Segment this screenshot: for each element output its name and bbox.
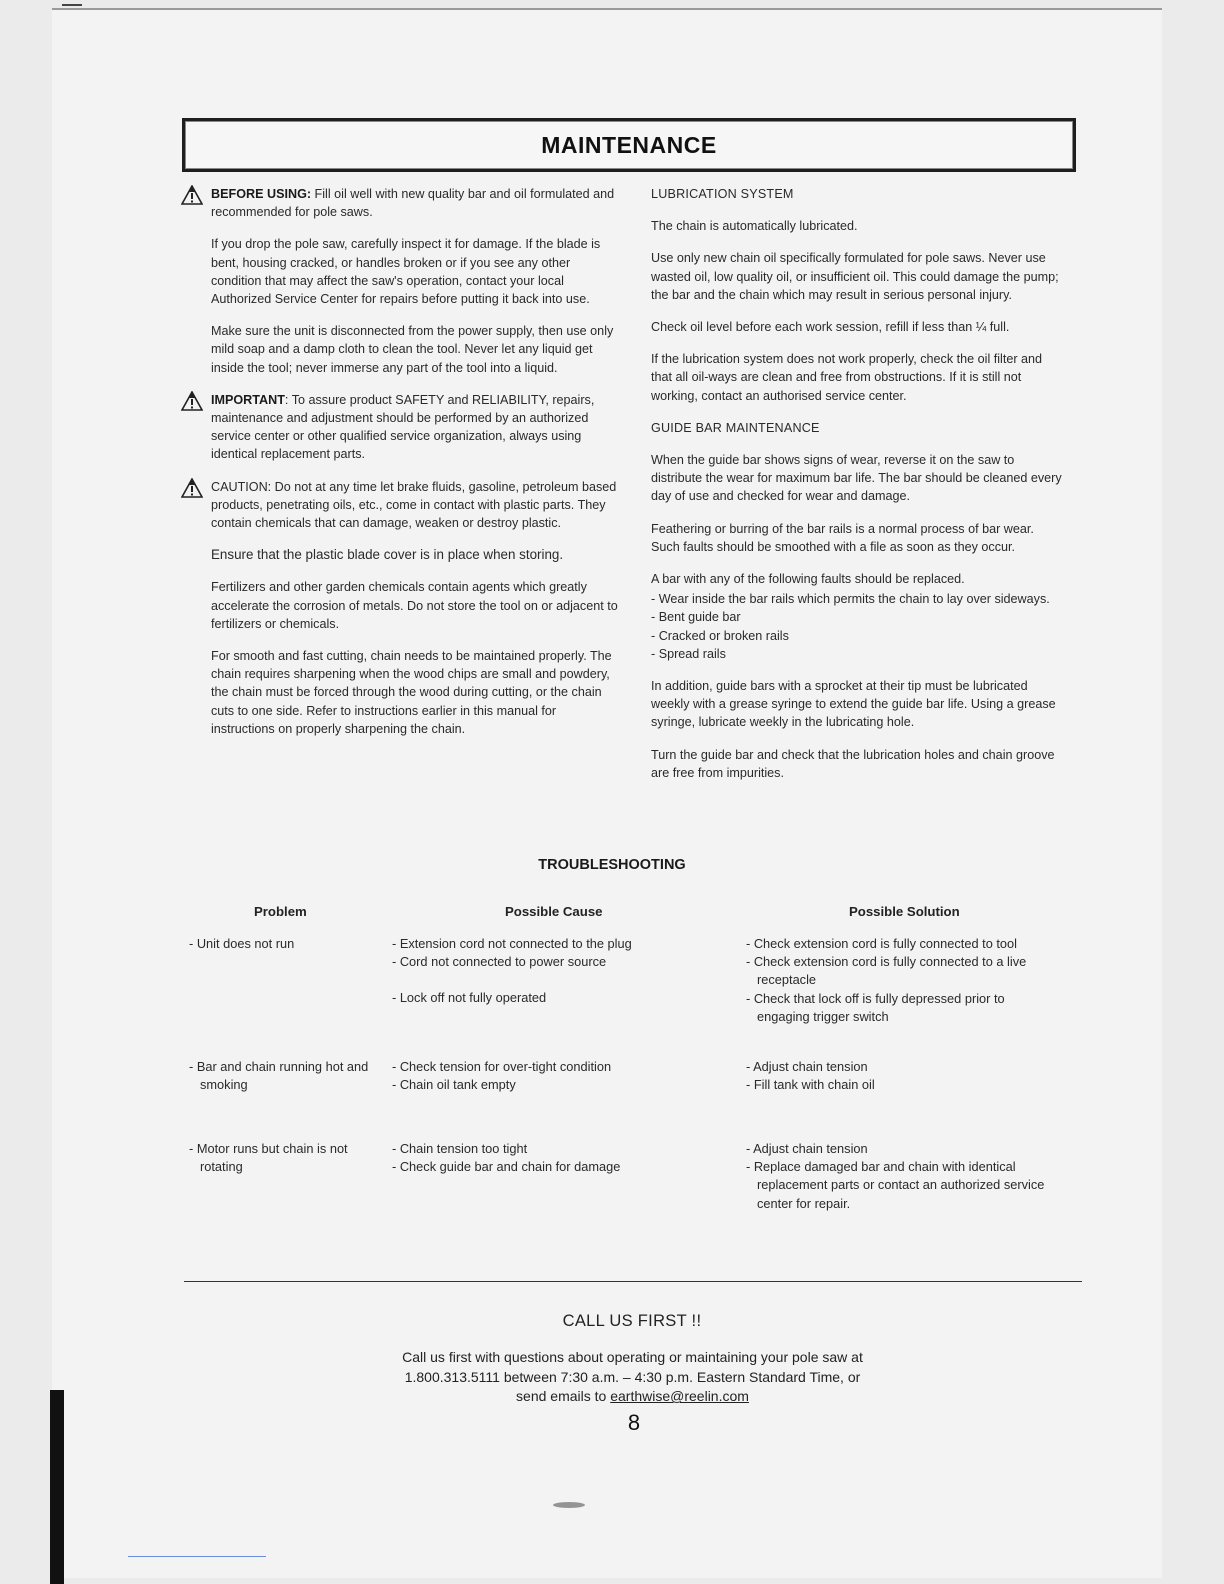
before-using-label: BEFORE USING: — [211, 187, 312, 201]
solution-cell: - Check extension cord is fully connected to tool - Check extension cord is fully connected to a live receptacle - Check that lock off is fully depressed prior to engaging trigger switch — [746, 936, 1027, 1024]
list-item: - Bent guide bar — [651, 610, 741, 625]
oil-level-paragraph: Check oil level before each work session, refill if less than ¼ full. — [651, 320, 1010, 335]
call-us-title: CALL US FIRST !! — [562, 1312, 702, 1330]
solution-header: Possible Solution — [849, 904, 960, 919]
list-item: - Wear inside the bar rails which permits the chain to lay over sideways. — [651, 592, 1050, 607]
caution-text: CAUTION: Do not at any time let brake fluids, gasoline, petroleum based products, penetrating oils, etc., come in contact with plastic parts. They contain chemicals that can damage, weaken or destroy plastic. — [211, 479, 617, 531]
replace-intro: A bar with any of the following faults should be replaced. — [651, 572, 965, 587]
drop-paragraph: If you drop the pole saw, carefully inspect it for damage. If the blade is bent, housing cracked, or handles broken or if you see any other condition that may affect the saw's operation, contact your local Authorized Service Center for repairs before putting it back into use. — [211, 237, 601, 307]
solution-cell: - Adjust chain tension - Replace damaged bar and chain with identical replacement parts or contact an authorized service center for repair. — [746, 1141, 1045, 1211]
section-divider — [184, 1281, 1082, 1282]
important-paragraph — [211, 391, 621, 464]
fertilizers-paragraph: Fertilizers and other garden chemicals contain agents which greatly accelerate the corrosion of metals. Do not store the tool on or adjacent to fertilizers or chemicals. — [211, 580, 618, 631]
scan-mark-bottom — [128, 1556, 266, 1557]
clean-paragraph: Make sure the unit is disconnected from the power supply, then use only mild soap and a damp cloth to clean the tool. Never let any liquid get inside the tool; never immerse any part of the tool into a liquid. — [211, 324, 614, 375]
oil-use-paragraph: Use only new chain oil specifically formulated for pole saws. Never use wasted oil, low quality oil, or insufficient oil. This could damage the pump; the bar and the chain which may result in serious personal injury. — [651, 251, 1059, 302]
solution-cell: - Adjust chain tension - Fill tank with chain oil — [746, 1059, 875, 1093]
fault-list — [651, 590, 1066, 663]
important-text: : To assure product SAFETY and RELIABILITY, repairs, maintenance and adjustment should be performed by an authorized service center or other qualified service organization, always using identical replacement parts. — [211, 392, 595, 462]
call-us-body — [395, 1348, 870, 1407]
problem-cell: - Motor runs but chain is not rotating — [189, 1141, 348, 1175]
title-box — [182, 118, 1076, 172]
oil-filter-paragraph: If the lubrication system does not work properly, check the oil filter and that all oil-ways are clean and free from obstructions. If it is still not working, contact an authorised service center. — [651, 352, 1043, 403]
problem-header: Problem — [254, 904, 307, 919]
right-column — [651, 185, 1066, 796]
cause-cell: - Chain tension too tight - Check guide bar and chain for damage — [392, 1141, 621, 1175]
call-us-text: Call us first with questions about operating or maintaining your pole saw at 1.800.313.5111 between 7:30 a.m. – 4:30 p.m. Eastern Standard Time, or send emails to — [402, 1349, 863, 1405]
cause-cell: - Extension cord not connected to the plug - Cord not connected to power source - Lock off not fully operated — [392, 936, 632, 1006]
warning-triangle-icon — [181, 185, 203, 205]
page-title: MAINTENANCE — [541, 131, 717, 158]
page-number: 8 — [627, 1410, 641, 1435]
scan-mark — [62, 4, 82, 6]
warning-triangle-icon — [181, 391, 203, 411]
scan-smudge — [553, 1502, 585, 1508]
cause-cell: - Check tension for over-tight condition - Chain oil tank empty — [392, 1059, 612, 1093]
list-item: - Spread rails — [651, 646, 726, 661]
lubricated-paragraph: The chain is automatically lubricated. — [651, 219, 858, 234]
important-label: IMPORTANT — [211, 392, 285, 407]
warning-triangle-icon — [181, 478, 203, 498]
left-column — [211, 185, 621, 752]
problem-cell: - Unit does not run — [189, 936, 295, 951]
caution-paragraph — [211, 478, 621, 533]
turn-bar-paragraph: Turn the guide bar and check that the lubrication holes and chain groove are free from impurities. — [651, 747, 1055, 780]
lubrication-heading: LUBRICATION SYSTEM — [651, 187, 794, 201]
sharpening-paragraph: For smooth and fast cutting, chain needs to be maintained properly. The chain requires sharpening when the wood chips are small and powdery, the chain must be forced through the wood during cutting, or the chain cuts to one side. Refer to instructions earlier in this manual for instructions on properly sharpening the chain. — [211, 649, 612, 736]
troubleshooting-title: TROUBLESHOOTING — [538, 857, 686, 873]
before-using-text: Fill oil well with new quality bar and oil formulated and recommended for pole saws. — [211, 187, 615, 220]
blade-cover-paragraph: Ensure that the plastic blade cover is in place when storing. — [211, 547, 564, 563]
problem-cell: - Bar and chain running hot and smoking — [189, 1059, 369, 1093]
feathering-paragraph: Feathering or burring of the bar rails is a normal process of bar wear. Such faults should be smoothed with a file as soon as they occur. — [651, 521, 1034, 554]
list-item: - Cracked or broken rails — [651, 628, 789, 643]
guide-bar-heading: GUIDE BAR MAINTENANCE — [651, 420, 820, 435]
guide-wear-paragraph: When the guide bar shows signs of wear, reverse it on the saw to distribute the wear for maximum bar life. The bar should be cleaned every day of use and checked for wear and damage. — [651, 453, 1062, 504]
cause-header: Possible Cause — [505, 904, 603, 919]
sprocket-paragraph: In addition, guide bars with a sprocket at their tip must be lubricated weekly with a grease syringe to extend the guide bar life. Using a grease syringe, lubricate weekly in the lubricating hole. — [651, 679, 1056, 730]
before-using-paragraph — [211, 185, 621, 221]
email-link[interactable]: earthwise@reelin.com — [610, 1388, 749, 1405]
